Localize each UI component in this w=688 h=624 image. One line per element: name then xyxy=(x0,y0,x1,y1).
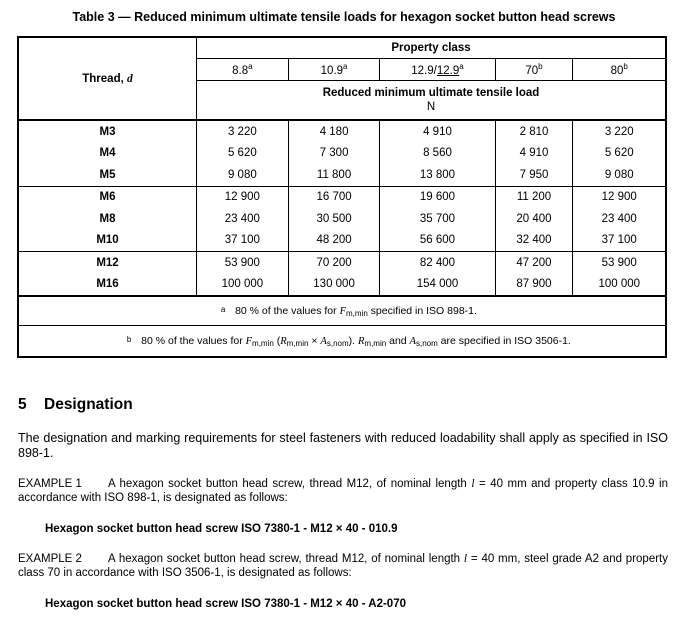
thread-cell: M5 xyxy=(18,164,197,186)
load-value-cell: 70 200 xyxy=(288,252,380,274)
thread-symbol: d xyxy=(126,72,133,85)
section-number: 5 xyxy=(18,396,27,413)
load-value-cell: 100 000 xyxy=(197,274,289,297)
section-paragraph: The designation and marking requirements for steel fasteners with reduced loadability shall apply as specified in ISO 898-1. xyxy=(18,431,668,460)
load-value-cell: 7 300 xyxy=(288,143,380,165)
load-value-cell: 3 220 xyxy=(227,125,257,138)
load-value-cell: 16 700 xyxy=(288,186,380,208)
example-2: EXAMPLE 2 A hexagon socket button head screw, thread M12, of nominal length l = 40 mm, steel grade A2 and property class 70 in accordance with ISO 3506-1, is designated as follows: xyxy=(18,553,668,579)
thread-cell: M10 xyxy=(18,230,197,252)
load-value-cell: 30 500 xyxy=(288,208,380,230)
load-value-cell: 11 200 xyxy=(495,186,573,208)
load-value-cell: 37 100 xyxy=(573,230,666,252)
load-value-cell: 87 900 xyxy=(495,274,573,297)
load-unit-header: Reduced minimum ultimate tensile load N xyxy=(197,81,667,121)
load-value-cell: 3 220 xyxy=(573,120,666,143)
load-value-cell: 4 910 xyxy=(380,120,495,143)
class-header-10-9: 10.9$^a$ xyxy=(288,59,380,81)
section-heading xyxy=(18,396,133,414)
thread-cell: M8 xyxy=(18,208,197,230)
load-value-cell: 19 600 xyxy=(380,186,495,208)
class-header-12-9: 12.9/12.9$^a$ xyxy=(380,59,495,81)
load-value-cell: 12 900 xyxy=(573,186,666,208)
tensile-load-table xyxy=(17,36,667,358)
table-row xyxy=(18,274,666,297)
load-value-cell: 48 200 xyxy=(288,230,380,252)
load-value-cell: 2 810 xyxy=(495,120,573,143)
section-title: Designation xyxy=(44,396,133,413)
example-1-designation: Hexagon socket button head screw ISO 7380-1 - M12 × 40 - 010.9 xyxy=(45,523,398,535)
load-value-cell: 35 700 xyxy=(380,208,495,230)
thread-cell: M3 xyxy=(18,120,197,143)
load-value-cell: 5 620 xyxy=(573,143,666,165)
load-value-cell: 154 000 xyxy=(380,274,495,297)
load-value-cell: 56 600 xyxy=(380,230,495,252)
table-row xyxy=(18,164,666,186)
load-value-cell: 11 800 xyxy=(288,164,380,186)
footnote-b: b 80 % of the values for $F_{m,min}$ $(R_{m,min} \times A_{s,nom})$. $R_{m,min}$ and $A_{s,nom}$ are specified in ISO 3506-1. xyxy=(126,334,571,348)
load-value-cell: 23 400 xyxy=(224,212,260,225)
table-row xyxy=(18,120,666,143)
class-header-80: 80$^b$ xyxy=(573,59,666,81)
table-body xyxy=(18,120,666,296)
load-value-cell: 53 900 xyxy=(573,252,666,274)
table-row xyxy=(18,252,666,274)
thread-cell: M4 xyxy=(18,143,197,165)
load-value-cell: 20 400 xyxy=(495,208,573,230)
load-value-cell: 100 000 xyxy=(573,274,666,297)
load-value-cell: 4 910 xyxy=(495,143,573,165)
footnote-a: a 80 % of the values for $F_{m,min}$ specified in ISO 898-1. xyxy=(18,296,666,326)
table-caption: Table 3 — Reduced minimum ultimate tensile loads for hexagon socket button head screws xyxy=(72,10,616,24)
load-value-cell: 47 200 xyxy=(495,252,573,274)
class-header-70: 70$^b$ xyxy=(495,59,573,81)
thread-cell: M6 xyxy=(18,186,197,208)
table-row xyxy=(18,186,666,208)
example-2-designation: Hexagon socket button head screw ISO 7380-1 - M12 × 40 - A2-070 xyxy=(45,598,406,610)
load-value-cell: 12 900 xyxy=(224,191,260,204)
load-value-cell: 13 800 xyxy=(380,164,495,186)
load-value-cell: 53 900 xyxy=(224,256,260,269)
table-row xyxy=(18,230,666,252)
load-value-cell: 9 080 xyxy=(197,164,289,186)
property-class-header: Property class xyxy=(197,37,667,59)
load-value-cell: 7 950 xyxy=(495,164,573,186)
table-row xyxy=(18,143,666,165)
load-value-cell: 4 180 xyxy=(288,120,380,143)
load-value-cell: 130 000 xyxy=(288,274,380,297)
load-value-cell: 5 620 xyxy=(227,147,257,160)
load-value-cell: 9 080 xyxy=(573,164,666,186)
thread-label: Thread, xyxy=(82,72,127,85)
class-header-8-8: 8.8$^a$ xyxy=(197,59,289,81)
thread-column-header xyxy=(18,37,197,120)
thread-cell: M12 xyxy=(18,252,197,274)
load-value-cell: 37 100 xyxy=(197,230,289,252)
load-value-cell: 82 400 xyxy=(380,252,495,274)
load-value-cell: 23 400 xyxy=(573,208,666,230)
table-row xyxy=(18,208,666,230)
thread-cell: M16 xyxy=(18,274,197,297)
load-value-cell: 32 400 xyxy=(495,230,573,252)
example-1: EXAMPLE 1 A hexagon socket button head screw, thread M12, of nominal length l = 40 mm and property class 10.9 in accordance with ISO 898-1, is designated as follows: xyxy=(18,478,669,504)
load-value-cell: 8 560 xyxy=(380,143,495,165)
